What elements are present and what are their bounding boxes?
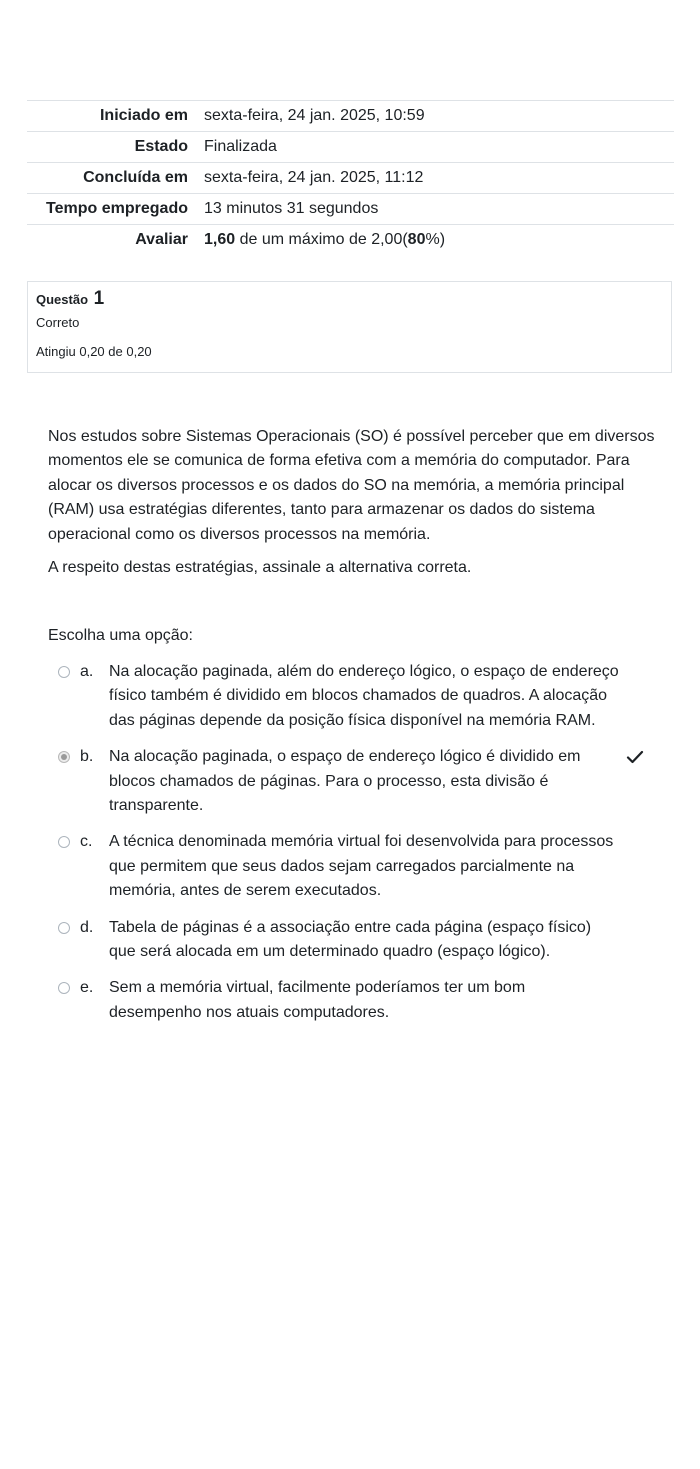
option-text: Tabela de páginas é a associação entre cada página (espaço físico) que será alocada em um determinado quadro (espaço lógico). (109, 918, 592, 961)
summary-row-completed (27, 163, 674, 194)
answer-prompt: Escolha uma opção: (48, 627, 193, 644)
correct-check-icon (626, 749, 644, 765)
radio-button[interactable] (58, 922, 70, 934)
option-d[interactable] (48, 916, 658, 965)
option-letter: c. (80, 833, 93, 851)
summary-value (196, 225, 674, 256)
question-paragraph: Nos estudos sobre Sistemas Operacionais (SO) é possível perceber que em diversos momentos ele se comunica de forma efetiva com a memória do computador. Para alocar os diversos processos e os dados do SO na memória, a memória principal (RAM) usa estratégias diferentes, tanto para armazenar os dados do sistema operacional como os diversos processos na memória. (48, 428, 655, 543)
radio-button-selected[interactable] (58, 751, 70, 763)
option-b[interactable] (48, 745, 658, 818)
summary-row-started (27, 101, 674, 132)
summary-value: sexta-feira, 24 jan. 2025, 11:12 (204, 169, 424, 186)
summary-label: Avaliar (135, 231, 188, 248)
grade-percent: 80 (407, 231, 426, 248)
radio-button[interactable] (58, 666, 70, 678)
question-info-box (27, 281, 672, 373)
summary-value: Finalizada (204, 138, 277, 155)
question-status: Correto (36, 315, 80, 330)
question-marks: Atingiu 0,20 de 0,20 (36, 344, 152, 359)
option-a[interactable] (48, 660, 658, 733)
grade-score: 1,60 (204, 231, 236, 248)
summary-label: Estado (134, 138, 188, 155)
summary-value: sexta-feira, 24 jan. 2025, 10:59 (204, 107, 425, 124)
summary-label: Concluída em (83, 169, 188, 186)
radio-button[interactable] (58, 836, 70, 848)
attempt-summary-table (27, 100, 674, 255)
grade-end: %) (425, 231, 446, 248)
radio-button[interactable] (58, 982, 70, 994)
summary-row-time-taken (27, 194, 674, 225)
answer-options (48, 660, 658, 1037)
option-letter: e. (80, 979, 94, 997)
summary-row-state (27, 132, 674, 163)
question-number-value: 1 (93, 288, 105, 309)
grade-middle: de um máximo de 2,00( (235, 231, 408, 248)
option-text: Sem a memória virtual, facilmente poderíamos ter um bom desempenho nos atuais computadores. (109, 979, 526, 1021)
summary-value: 13 minutos 31 segundos (204, 200, 379, 217)
summary-label: Tempo empregado (46, 200, 188, 217)
option-letter: a. (80, 663, 94, 680)
summary-label: Iniciado em (99, 107, 188, 124)
question-number (36, 288, 663, 311)
option-c[interactable] (48, 830, 658, 903)
option-e[interactable] (48, 976, 658, 1025)
question-prefix: Questão (36, 292, 89, 307)
option-text: Na alocação paginada, o espaço de endereço lógico é dividido em blocos chamados de páginas. Para o processo, esta divisão é transparente. (109, 748, 581, 815)
question-paragraph: A respeito destas estratégias, assinale a alternativa correta. (48, 559, 472, 577)
option-letter: b. (80, 748, 94, 766)
option-text: Na alocação paginada, além do endereço lógico, o espaço de endereço físico também é dividido em blocos chamados de quadros. A alocação das páginas depende da posição física disponível na memória RAM. (109, 663, 619, 729)
question-text (48, 425, 658, 589)
option-letter: d. (80, 918, 94, 936)
option-text: A técnica denominada memória virtual foi desenvolvida para processos que permitem que seus dados sejam carregados parcialmente na memória, antes de serem executados. (109, 833, 614, 900)
summary-row-grade (27, 225, 674, 256)
